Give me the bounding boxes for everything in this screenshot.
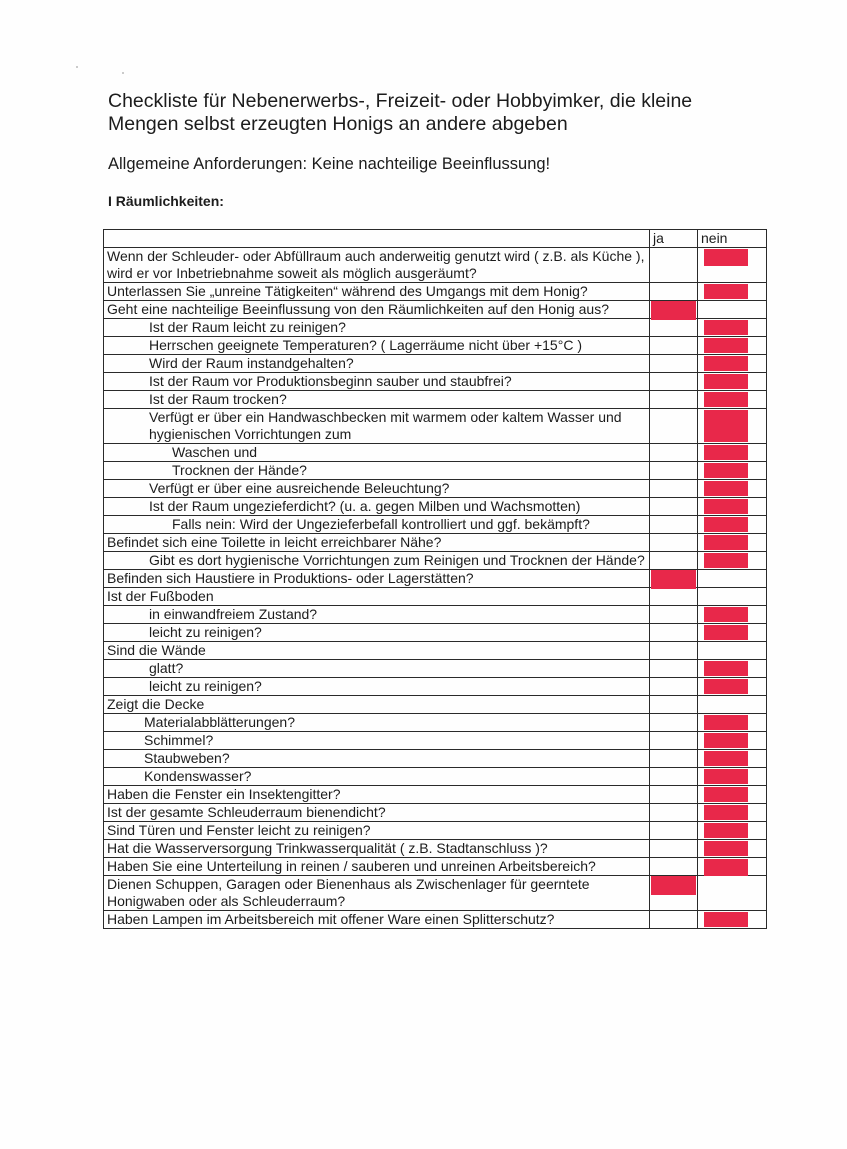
question-text: Dienen Schuppen, Garagen oder Bienenhaus als Zwischenlager für geerntete Honigwaben oder als Schleuderraum? — [104, 876, 650, 911]
answer-cell-nein[interactable] — [698, 480, 767, 498]
answer-cell-ja[interactable] — [650, 642, 698, 660]
table-row — [104, 768, 767, 786]
question-text: leicht zu reinigen? — [104, 624, 650, 642]
question-text: Ist der Raum leicht zu reinigen? — [104, 319, 650, 337]
answer-cell-nein[interactable] — [698, 373, 767, 391]
answer-cell-nein[interactable] — [698, 804, 767, 822]
question-text: Geht eine nachteilige Beeinflussung von den Räumlichkeiten auf den Honig aus? — [104, 301, 650, 319]
question-text: Waschen und — [104, 444, 650, 462]
checked-mark — [704, 553, 748, 568]
question-text: Hat die Wasserversorgung Trinkwasserqualität ( z.B. Stadtanschluss )? — [104, 840, 650, 858]
question-text: Materialabblätterungen? — [104, 714, 650, 732]
answer-cell-ja[interactable] — [650, 804, 698, 822]
checked-mark — [704, 679, 748, 694]
checked-mark — [651, 301, 696, 320]
document-title: Checkliste für Nebenerwerbs-, Freizeit- oder Hobbyimker, die kleine Mengen selbst erzeugten Honigs an andere abgeben — [108, 90, 693, 135]
scan-speck — [76, 66, 78, 68]
question-text: Sind Türen und Fenster leicht zu reinigen? — [104, 822, 650, 840]
answer-cell-ja[interactable] — [650, 283, 698, 301]
checked-mark — [704, 392, 748, 407]
question-text: Sind die Wände — [104, 642, 650, 660]
answer-cell-ja[interactable] — [650, 750, 698, 768]
general-requirements: Allgemeine Anforderungen: Keine nachteilige Beeinflussung! — [108, 155, 551, 173]
checked-mark — [704, 463, 748, 478]
answer-cell-nein[interactable] — [698, 409, 767, 444]
answer-cell-ja[interactable] — [650, 391, 698, 409]
answer-cell-ja[interactable] — [650, 714, 698, 732]
answer-cell-nein[interactable] — [698, 570, 767, 588]
table-row — [104, 750, 767, 768]
table-row — [104, 588, 767, 606]
checked-mark — [704, 661, 748, 676]
question-text: Ist der Raum vor Produktionsbeginn sauber und staubfrei? — [104, 373, 650, 391]
checked-mark — [704, 607, 748, 622]
table-row — [104, 678, 767, 696]
table-row — [104, 355, 767, 373]
checked-mark — [704, 499, 748, 514]
checked-mark — [704, 733, 748, 748]
checked-mark — [704, 715, 748, 730]
table-row — [104, 642, 767, 660]
header-nein: nein — [698, 230, 767, 248]
answer-cell-ja[interactable] — [650, 858, 698, 876]
checked-mark — [704, 445, 748, 460]
checked-mark — [704, 517, 748, 532]
table-row — [104, 786, 767, 804]
answer-cell-ja[interactable] — [650, 696, 698, 714]
question-text: Haben Sie eine Unterteilung in reinen / sauberen und unreinen Arbeitsbereich? — [104, 858, 650, 876]
answer-cell-nein[interactable] — [698, 750, 767, 768]
checked-mark — [651, 570, 696, 589]
checked-mark — [704, 374, 748, 389]
answer-cell-nein[interactable] — [698, 768, 767, 786]
answer-cell-nein[interactable] — [698, 498, 767, 516]
question-text: in einwandfreiem Zustand? — [104, 606, 650, 624]
table-row — [104, 516, 767, 534]
question-text: Zeigt die Decke — [104, 696, 650, 714]
answer-cell-nein[interactable] — [698, 516, 767, 534]
answer-cell-nein[interactable] — [698, 248, 767, 283]
answer-cell-ja[interactable] — [650, 822, 698, 840]
checked-mark — [704, 535, 748, 550]
question-text: Befinden sich Haustiere in Produktions- oder Lagerstätten? — [104, 570, 650, 588]
table-row — [104, 570, 767, 588]
checked-mark — [704, 859, 748, 876]
table-row — [104, 337, 767, 355]
table-row — [104, 822, 767, 840]
table-row — [104, 480, 767, 498]
table-row — [104, 714, 767, 732]
answer-cell-nein[interactable] — [698, 624, 767, 642]
question-text: Kondenswasser? — [104, 768, 650, 786]
answer-cell-ja[interactable] — [650, 660, 698, 678]
answer-cell-ja[interactable] — [650, 678, 698, 696]
table-row — [104, 696, 767, 714]
answer-cell-ja[interactable] — [650, 248, 698, 283]
table-row — [104, 660, 767, 678]
question-text: Herrschen geeignete Temperaturen? ( Lagerräume nicht über +15°C ) — [104, 337, 650, 355]
answer-cell-nein[interactable] — [698, 391, 767, 409]
answer-cell-ja[interactable] — [650, 732, 698, 750]
checked-mark — [704, 769, 748, 784]
table-row — [104, 248, 767, 283]
table-row — [104, 840, 767, 858]
table-header-row — [104, 230, 767, 248]
answer-cell-nein[interactable] — [698, 840, 767, 858]
checked-mark — [704, 841, 748, 856]
table-row — [104, 624, 767, 642]
table-row — [104, 534, 767, 552]
answer-cell-nein[interactable] — [698, 822, 767, 840]
question-text: Ist der Raum ungezieferdicht? (u. a. gegen Milben und Wachsmotten) — [104, 498, 650, 516]
table-row — [104, 732, 767, 750]
checked-mark — [704, 625, 748, 640]
table-row — [104, 283, 767, 301]
checked-mark — [704, 805, 748, 820]
checked-mark — [704, 481, 748, 496]
table-row — [104, 409, 767, 444]
answer-cell-nein[interactable] — [698, 552, 767, 570]
answer-cell-ja[interactable] — [650, 624, 698, 642]
table-row — [104, 552, 767, 570]
answer-cell-ja[interactable] — [650, 498, 698, 516]
question-text: Trocknen der Hände? — [104, 462, 650, 480]
question-text: Gibt es dort hygienische Vorrichtungen zum Reinigen und Trocknen der Hände? — [104, 552, 650, 570]
checked-mark — [704, 751, 748, 766]
answer-cell-ja[interactable] — [650, 840, 698, 858]
question-text: Ist der Fußboden — [104, 588, 650, 606]
checked-mark — [704, 338, 748, 353]
question-text: Unterlassen Sie „unreine Tätigkeiten“ während des Umgangs mit dem Honig? — [104, 283, 650, 301]
answer-cell-ja[interactable] — [650, 588, 698, 606]
answer-cell-nein[interactable] — [698, 911, 767, 929]
checked-mark — [704, 284, 748, 299]
answer-cell-ja[interactable] — [650, 462, 698, 480]
answer-cell-ja[interactable] — [650, 301, 698, 319]
answer-cell-nein[interactable] — [698, 678, 767, 696]
checked-mark — [704, 249, 748, 266]
question-text: glatt? — [104, 660, 650, 678]
question-text: Verfügt er über ein Handwaschbecken mit warmem oder kaltem Wasser und hygienischen Vorrichtungen zum — [104, 409, 650, 444]
answer-cell-ja[interactable] — [650, 319, 698, 337]
answer-cell-ja[interactable] — [650, 355, 698, 373]
answer-cell-nein[interactable] — [698, 642, 767, 660]
answer-cell-ja[interactable] — [650, 876, 698, 911]
answer-cell-nein[interactable] — [698, 660, 767, 678]
answer-cell-ja[interactable] — [650, 911, 698, 929]
question-text: leicht zu reinigen? — [104, 678, 650, 696]
answer-cell-nein[interactable] — [698, 355, 767, 373]
answer-cell-ja[interactable] — [650, 444, 698, 462]
answer-cell-nein[interactable] — [698, 876, 767, 911]
question-text: Schimmel? — [104, 732, 650, 750]
answer-cell-nein[interactable] — [698, 786, 767, 804]
table-row — [104, 606, 767, 624]
header-question — [104, 230, 650, 248]
answer-cell-nein[interactable] — [698, 714, 767, 732]
checked-mark — [704, 823, 748, 838]
question-text: Falls nein: Wird der Ungezieferbefall kontrolliert und ggf. bekämpft? — [104, 516, 650, 534]
table-row — [104, 319, 767, 337]
table-row — [104, 462, 767, 480]
answer-cell-nein[interactable] — [698, 588, 767, 606]
answer-cell-nein[interactable] — [698, 301, 767, 319]
question-text: Befindet sich eine Toilette in leicht erreichbarer Nähe? — [104, 534, 650, 552]
question-text: Ist der Raum trocken? — [104, 391, 650, 409]
checked-mark — [651, 876, 696, 895]
answer-cell-ja[interactable] — [650, 552, 698, 570]
question-text: Haben die Fenster ein Insektengitter? — [104, 786, 650, 804]
checked-mark — [704, 912, 748, 927]
table-row — [104, 858, 767, 876]
answer-cell-nein[interactable] — [698, 283, 767, 301]
answer-cell-nein[interactable] — [698, 444, 767, 462]
answer-cell-ja[interactable] — [650, 516, 698, 534]
table-row — [104, 301, 767, 319]
answer-cell-ja[interactable] — [650, 373, 698, 391]
table-row — [104, 804, 767, 822]
answer-cell-ja[interactable] — [650, 480, 698, 498]
question-text: Haben Lampen im Arbeitsbereich mit offener Ware einen Splitterschutz? — [104, 911, 650, 929]
checked-mark — [704, 787, 748, 802]
header-ja: ja — [650, 230, 698, 248]
question-text: Wenn der Schleuder- oder Abfüllraum auch anderweitig genutzt wird ( z.B. als Küche ), wird er vor Inbetriebnahme soweit als möglich ausgeräumt? — [104, 248, 650, 283]
answer-cell-nein[interactable] — [698, 319, 767, 337]
table-row — [104, 444, 767, 462]
answer-cell-ja[interactable] — [650, 337, 698, 355]
answer-cell-nein[interactable] — [698, 696, 767, 714]
checklist-table — [103, 229, 767, 929]
answer-cell-nein[interactable] — [698, 337, 767, 355]
question-text: Ist der gesamte Schleuderraum bienendicht? — [104, 804, 650, 822]
checked-mark — [704, 320, 748, 335]
checked-mark — [704, 410, 748, 442]
answer-cell-ja[interactable] — [650, 534, 698, 552]
checked-mark — [704, 356, 748, 371]
table-row — [104, 876, 767, 911]
table-row — [104, 373, 767, 391]
answer-cell-ja[interactable] — [650, 768, 698, 786]
question-text: Staubweben? — [104, 750, 650, 768]
answer-cell-nein[interactable] — [698, 534, 767, 552]
answer-cell-nein[interactable] — [698, 462, 767, 480]
question-text: Wird der Raum instandgehalten? — [104, 355, 650, 373]
answer-cell-nein[interactable] — [698, 606, 767, 624]
answer-cell-ja[interactable] — [650, 786, 698, 804]
section-heading: I Räumlichkeiten: — [108, 193, 224, 209]
answer-cell-nein[interactable] — [698, 732, 767, 750]
answer-cell-ja[interactable] — [650, 570, 698, 588]
scan-speck — [122, 72, 124, 74]
answer-cell-nein[interactable] — [698, 858, 767, 876]
answer-cell-ja[interactable] — [650, 606, 698, 624]
table-row — [104, 911, 767, 929]
table-row — [104, 498, 767, 516]
answer-cell-ja[interactable] — [650, 409, 698, 444]
table-row — [104, 391, 767, 409]
question-text: Verfügt er über eine ausreichende Beleuchtung? — [104, 480, 650, 498]
